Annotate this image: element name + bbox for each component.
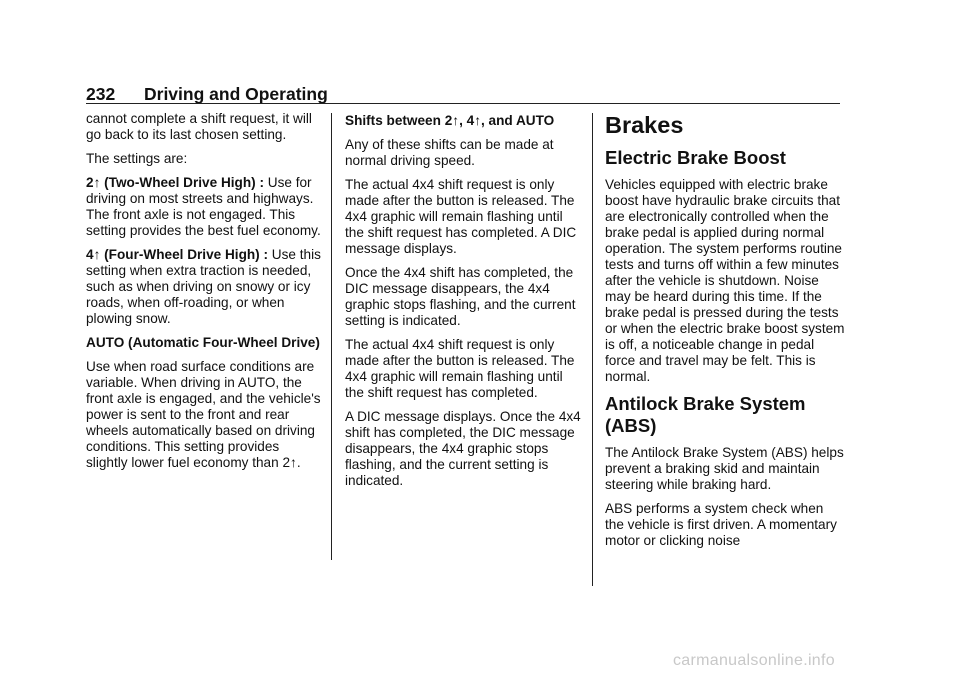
setting-4wd	[86, 247, 322, 327]
shifts-heading	[345, 113, 583, 129]
arrow-up-icon: ↑	[93, 247, 101, 262]
paragraph: The actual 4x4 shift request is only made after the button is released. The 4x4 graphic will remain flashing until the shift request has completed. A DIC message displays.	[345, 177, 577, 256]
setting-auto-text	[86, 359, 322, 471]
heading-brakes: Brakes	[605, 112, 684, 138]
heading-electric-brake-boost: Electric Brake Boost	[605, 147, 786, 168]
column-3	[605, 111, 845, 557]
setting-4wd-label: (Four-Wheel Drive High) :	[100, 247, 272, 262]
column-1	[86, 111, 322, 479]
setting-4wd-num: 4	[86, 247, 94, 262]
setting-2wd-text: Use for driving on most streets and highways. The front axle is not engaged. This setting provides the best fuel economy.	[86, 175, 321, 238]
paragraph-settings: The settings are:	[86, 151, 188, 166]
paragraph: A DIC message displays. Once the 4x4 shift has completed, the DIC message disappears, the 4x4 graphic stops flashing, and the current setting is indicated.	[345, 409, 581, 488]
paragraph-intro: cannot complete a shift request, it will go back to its last chosen setting.	[86, 111, 312, 142]
arrow-up-icon: ↑	[452, 113, 460, 128]
arrow-up-icon: ↑	[474, 113, 481, 128]
paragraph: The actual 4x4 shift request is only made after the button is released. The 4x4 graphic will remain flashing until the shift request has completed.	[345, 337, 575, 400]
paragraph: The Antilock Brake System (ABS) helps prevent a braking skid and maintain steering while braking hard.	[605, 445, 844, 492]
page-number: 232	[86, 84, 116, 104]
paragraph: Once the 4x4 shift has completed, the DIC message disappears, the 4x4 graphic stops flashing, and the current setting is indicated.	[345, 265, 576, 328]
setting-2wd-num: 2	[86, 175, 94, 190]
paragraph: Vehicles equipped with electric brake boost have hydraulic brake circuits that are electronically controlled when the brake pedal is applied during normal operation. The system performs routine tests and turns off within a few minutes after the vehicle is shutdown. Noise may be heard during this time. If the brake pedal is pressed during the tests or when the electric brake boost system is off, a noticeable change in pedal force and travel may be felt. This is normal.	[605, 177, 845, 384]
setting-2wd	[86, 175, 322, 239]
column-divider-1	[331, 113, 332, 560]
heading-abs: Antilock Brake System (ABS)	[605, 393, 806, 436]
shifts-heading-part3: , and AUTO	[480, 113, 555, 128]
arrow-up-icon: ↑	[290, 455, 297, 470]
setting-auto-heading: AUTO (Automatic Four-Wheel Drive)	[86, 335, 320, 350]
paragraph: Any of these shifts can be made at normal driving speed.	[345, 137, 554, 168]
paragraph: ABS performs a system check when the vehicle is first driven. A momentary motor or clicking noise	[605, 501, 837, 548]
setting-4wd-text: Use this setting when extra traction is needed, such as when driving on snowy or icy roads, when off-roading, or when plowing snow.	[86, 247, 321, 326]
setting-auto-body: Use when road surface conditions are variable. When driving in AUTO, the front axle is engaged, and the vehicle's power is sent to the front and rear wheels automatically based on driving conditions. This setting provides slightly lower fuel economy than 2	[86, 359, 321, 470]
shifts-heading-part1: Shifts between 2	[345, 113, 453, 128]
header-rule	[86, 103, 840, 104]
setting-auto-end: .	[296, 455, 301, 470]
section-title: Driving and Operating	[144, 84, 328, 104]
page-header	[86, 84, 840, 104]
arrow-up-icon: ↑	[93, 175, 101, 190]
setting-2wd-label: (Two-Wheel Drive High) :	[100, 175, 268, 190]
shifts-heading-part2: , 4	[459, 113, 475, 128]
column-divider-2	[592, 113, 593, 586]
watermark: carmanualsonline.info	[673, 652, 835, 669]
column-2	[345, 113, 583, 497]
